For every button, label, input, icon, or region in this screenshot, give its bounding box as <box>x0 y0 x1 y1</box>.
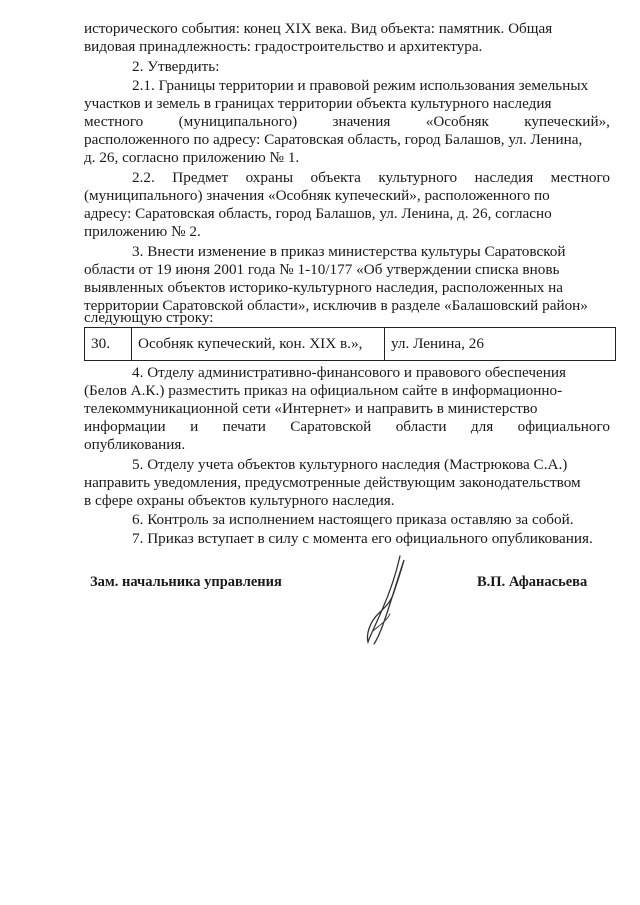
text-line-19: (Белов А.К.) разместить приказ на официальном сайте в информационно- <box>84 382 563 399</box>
text-line-17: следующую строку: <box>84 309 214 326</box>
text-line-25: в сфере охраны объектов культурного наследия. <box>84 492 395 509</box>
text-line-2: видовая принадлежность: градостроительство и архитектура. <box>84 38 483 55</box>
text-line-4: 2.1. Границы территории и правовой режим использования земельных <box>132 77 589 94</box>
text-line-7: расположенного по адресу: Саратовская область, город Балашов, ул. Ленина, <box>84 131 583 148</box>
text-line-11: адресу: Саратовская область, город Балашов, ул. Ленина, д. 26, согласно <box>84 205 552 222</box>
signatory-name: В.П. Афанасьева <box>477 574 588 590</box>
text-line-9: 2.2. Предмет охраны объекта культурного наследия местного <box>132 169 610 186</box>
table-row <box>85 328 616 361</box>
object-name-cell: Особняк купеческий, кон. XIX в.», <box>132 328 385 361</box>
text-line-1: исторического события: конец XIX века. Вид объекта: памятник. Общая <box>84 20 553 37</box>
text-line-10: (муниципального) значения «Особняк купеческий», расположенного по <box>84 187 550 204</box>
text-line-6: местного (муниципального) значения «Особняк купеческий», <box>84 113 610 130</box>
text-line-13: 3. Внести изменение в приказ министерства культуры Саратовской <box>132 243 566 260</box>
text-line-8: д. 26, согласно приложению № 1. <box>84 149 300 166</box>
text-line-15: выявленных объектов историко-культурного наследия, расположенных на <box>84 279 564 296</box>
excluded-row-table <box>84 327 616 361</box>
text-line-3: 2. Утвердить: <box>132 58 220 75</box>
text-line-16: территории Саратовской области», исключив в разделе «Балашовский район» <box>84 297 588 314</box>
text-line-23: 5. Отделу учета объектов культурного наследия (Мастрюкова С.А.) <box>132 456 568 473</box>
text-line-21: информации и печати Саратовской области для официального <box>84 418 610 435</box>
handwritten-signature <box>360 552 410 647</box>
text-line-18: 4. Отделу административно-финансового и правового обеспечения <box>132 364 566 381</box>
text-line-22: опубликования. <box>84 436 186 453</box>
text-line-5: участков и земель в границах территории объекта культурного наследия <box>84 95 552 112</box>
text-line-27: 7. Приказ вступает в силу с момента его официального опубликования. <box>132 530 593 547</box>
text-line-24: направить уведомления, предусмотренные действующим законодательством <box>84 474 581 491</box>
row-number-cell: 30. <box>85 328 132 361</box>
text-line-14: области от 19 июня 2001 года № 1-10/177 «Об утверждении списка вновь <box>84 261 560 278</box>
address-cell: ул. Ленина, 26 <box>385 328 616 361</box>
text-line-20: телекоммуникационной сети «Интернет» и направить в министерство <box>84 400 538 417</box>
text-line-12: приложению № 2. <box>84 223 201 240</box>
signatory-position: Зам. начальника управления <box>90 574 282 590</box>
text-line-26: 6. Контроль за исполнением настоящего приказа оставляю за собой. <box>132 511 574 528</box>
